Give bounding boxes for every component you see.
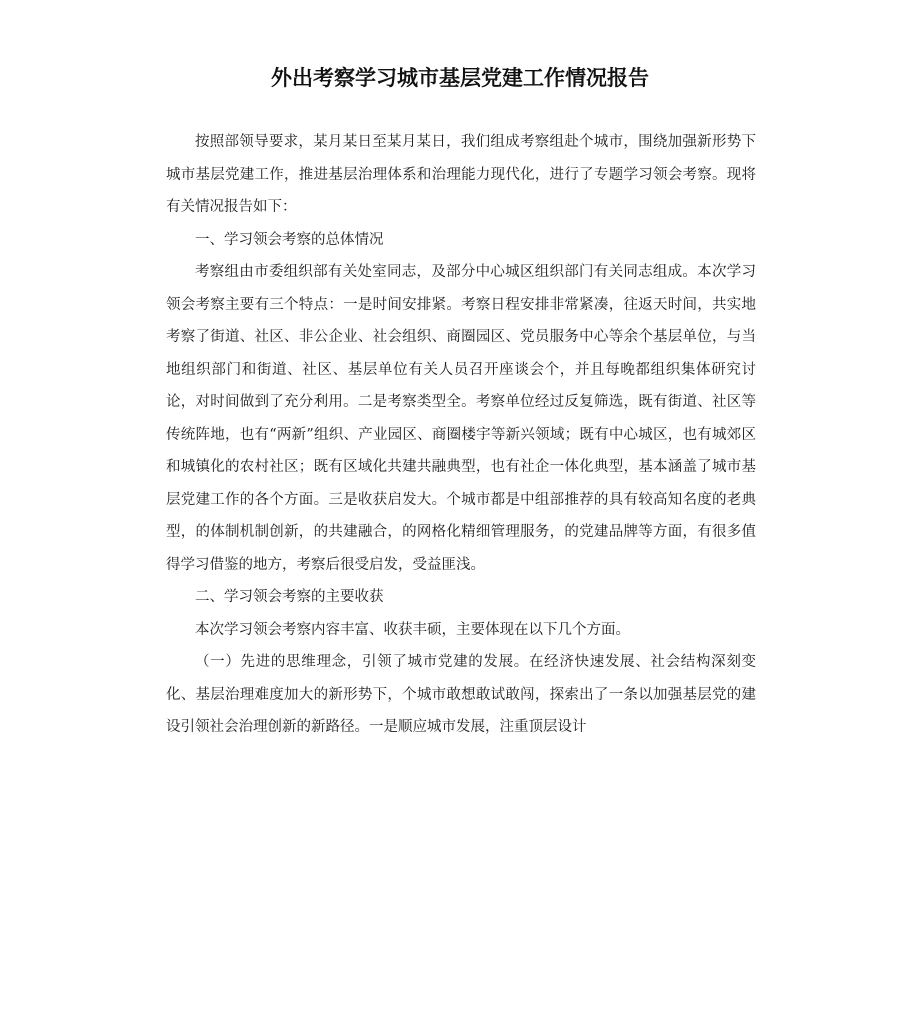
paragraph-intro: 按照部领导要求，某月某日至某月某日，我们组成考察组赴个城市，围绕加强新形势下城市基层党建工作，推进基层治理体系和治理能力现代化，进行了专题学习领会考察。现将有关情况报告如下：	[166, 134, 756, 215]
section-heading-gains: 二、学习领会考察的主要收获	[195, 589, 384, 605]
paragraph-gains-intro: 本次学习领会考察内容丰富、收获丰硕，主要体现在以下几个方面。	[195, 621, 630, 638]
document-title: 外出考察学习城市基层党建工作情况报告	[271, 66, 649, 90]
document-body	[166, 126, 756, 744]
paragraph-overview: 考察组由市委组织部有关处室同志，及部分中心城区组织部门有关同志组成。本次学习领会考察主要有三个特点：一是时间安排紧。考察日程安排非常紧凑，往返天时间，共实地考察了街道、社区、非公企业、社会组织、商圈园区、党员服务中心等余个基层单位，与当地组织部门和街道、社区、基层单位有关人员召开座谈会个，并且每晚都组织集体研究讨论，对时间做到了充分利用。二是考察类型全。考察单位经过反复筛选，既有街道、社区等传统阵地，也有“两新”组织、产业园区、商圈楼宇等新兴领域；既有中心城区，也有城郊区和城镇化的农村社区；既有区域化共建共融典型，也有社企一体化典型，基本涵盖了城市基层党建工作的各个方面。三是收获启发大。个城市都是中组部推荐的具有较高知名度的老典型，的体制机制创新，的共建融合，的网格化精细管理服务，的党建品牌等方面，有很多值得学习借鉴的地方，考察后很受启发，受益匪浅。	[166, 264, 756, 573]
paragraph-gains-first: （一）先进的思维理念，引领了城市党建的发展。在经济快速发展、社会结构深刻变化、基层治理难度加大的新形势下，个城市敢想敢试敢闯，探索出了一条以加强基层党的建设引领社会治理创新的新路径。一是顺应城市发展，注重顶层设计	[166, 654, 756, 735]
section-heading-overview: 一、学习领会考察的总体情况	[195, 231, 384, 248]
